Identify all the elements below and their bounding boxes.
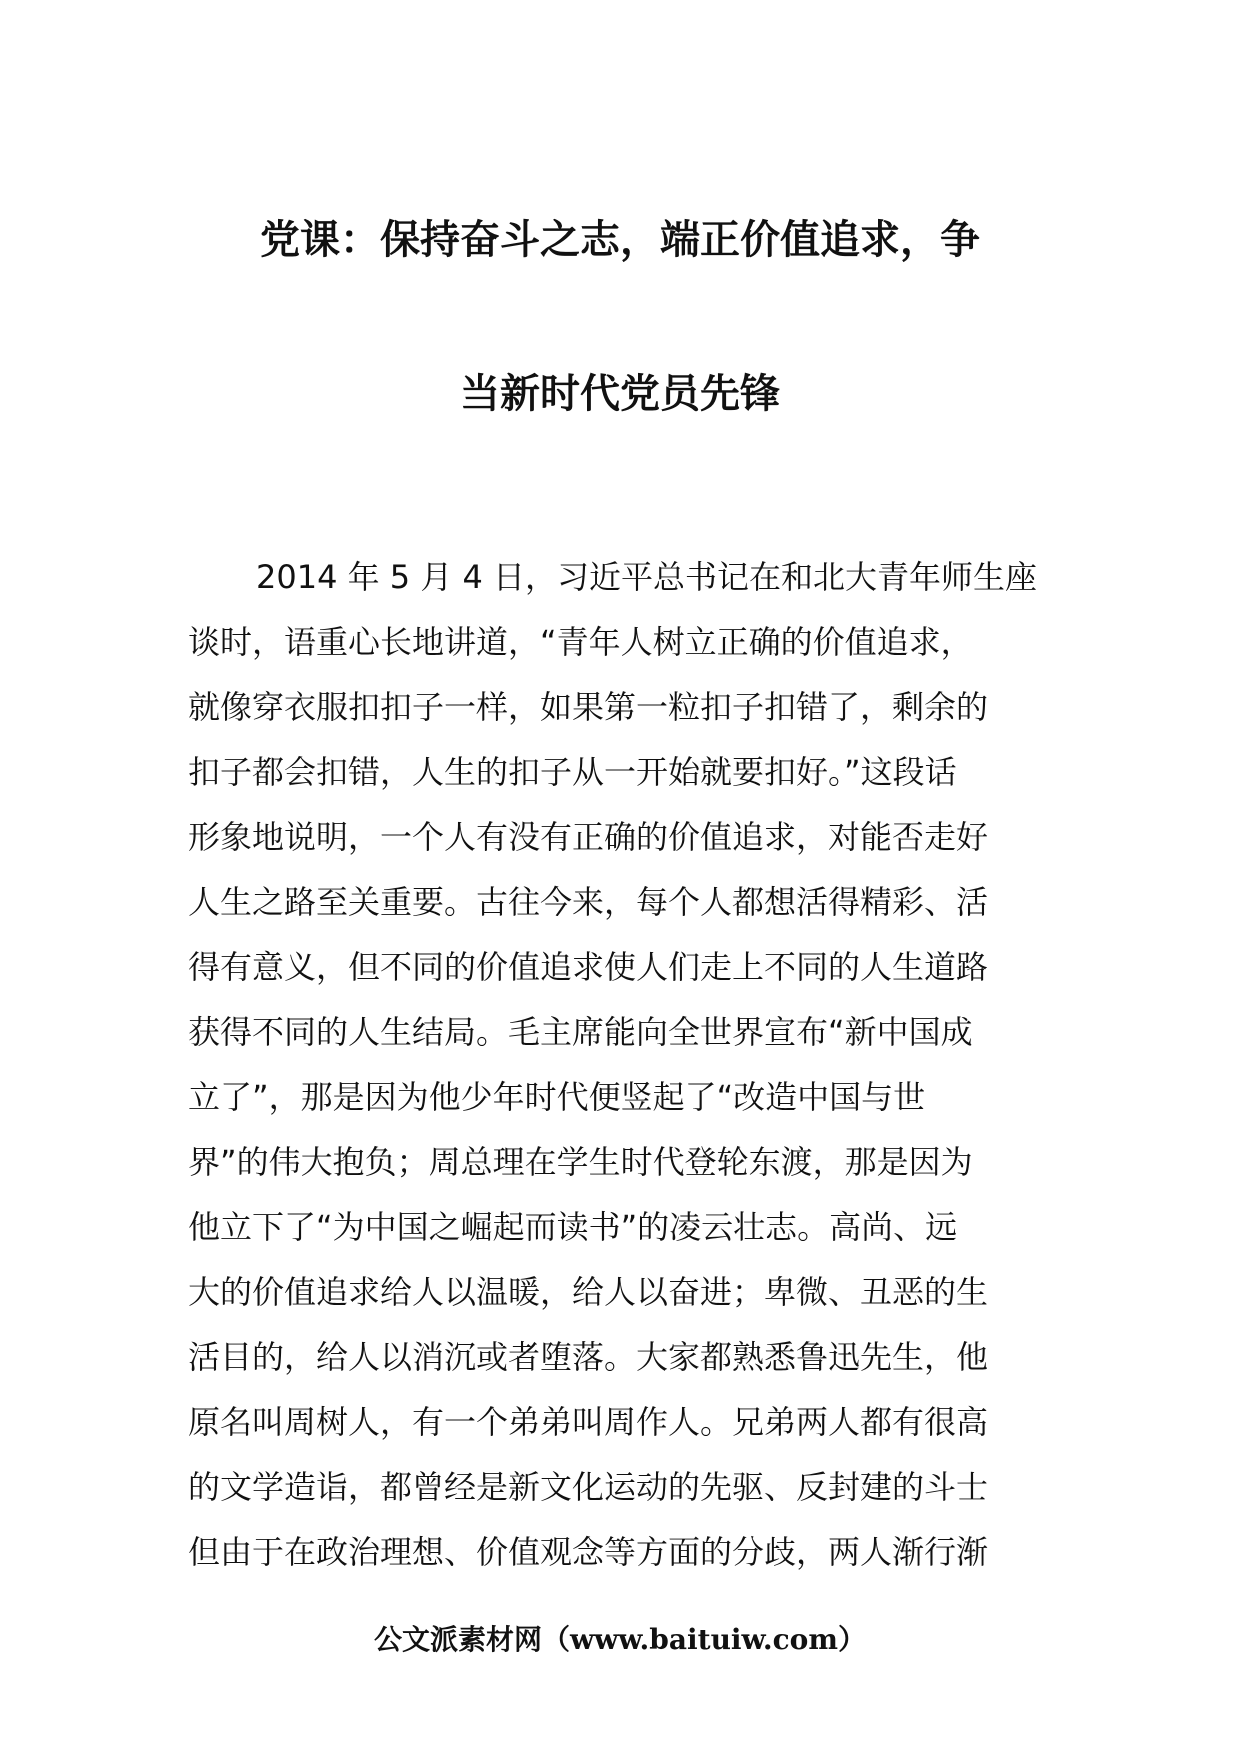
body-line: 扣子都会扣错，人生的扣子从一开始就要扣好。”这段话 <box>188 753 957 791</box>
body-line: 立了”，那是因为他少年时代便竖起了“改造中国与世 <box>188 1078 926 1116</box>
body-line: 他立下了“为中国之崛起而读书”的凌云壮志。高尚、远 <box>188 1208 958 1246</box>
body-line: 界”的伟大抱负；周总理在学生时代登轮东渡，那是因为 <box>188 1143 973 1181</box>
body-line: 获得不同的人生结局。毛主席能向全世界宣布“新中国成 <box>188 1013 973 1051</box>
document-title-line-1: 党课：保持奋斗之志，端正价值追求，争 <box>260 217 980 263</box>
body-line: 2014 年 5 月 4 日，习近平总书记在和北大青年师生座 <box>256 558 1038 596</box>
body-line: 大的价值追求给人以温暖，给人以奋进；卑微、丑恶的生 <box>188 1273 989 1311</box>
document-title-line-2: 当新时代党员先锋 <box>460 371 780 417</box>
body-line: 人生之路至关重要。古往今来，每个人都想活得精彩、活 <box>188 883 989 921</box>
body-line: 但由于在政治理想、价值观念等方面的分歧，两人渐行渐 <box>188 1533 989 1571</box>
document-footer: 公文派素材网（www.baituiw.com） <box>374 1623 866 1656</box>
body-line: 原名叫周树人，有一个弟弟叫周作人。兄弟两人都有很高 <box>188 1403 989 1441</box>
body-line: 谈时，语重心长地讲道，“青年人树立正确的价值追求， <box>188 623 973 661</box>
body-line: 活目的，给人以消沉或者堕落。大家都熟悉鲁迅先生，他 <box>188 1338 989 1376</box>
body-line: 就像穿衣服扣扣子一样，如果第一粒扣子扣错了，剩余的 <box>188 688 989 726</box>
body-line: 的文学造诣，都曾经是新文化运动的先驱、反封建的斗士 <box>188 1468 989 1506</box>
document-body <box>188 545 1056 1585</box>
body-line: 形象地说明，一个人有没有正确的价值追求，对能否走好 <box>188 818 989 856</box>
body-line: 得有意义，但不同的价值追求使人们走上不同的人生道路 <box>188 948 989 986</box>
